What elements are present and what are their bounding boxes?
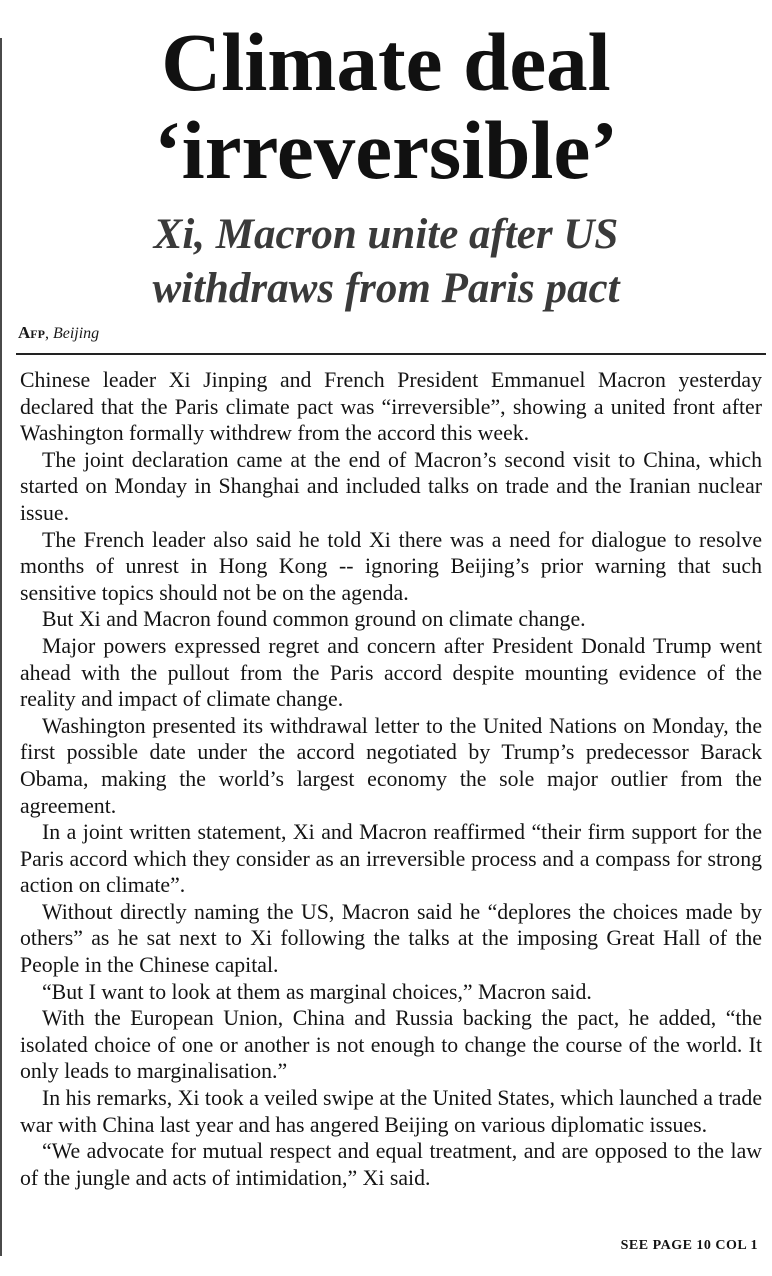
continued-jump-line: SEE PAGE 10 COL 1 bbox=[620, 1238, 758, 1253]
subhead-line-1: Xi, Macron unite after US bbox=[153, 211, 619, 258]
headline-line-1: Climate deal bbox=[161, 16, 611, 108]
byline-location: Beijing bbox=[52, 325, 100, 342]
paragraph: With the European Union, China and Russia backing the pact, he added, “the isolated choice of one or another is not enough to change the course of the world. It only leads to marginalisation.” bbox=[20, 1006, 762, 1084]
paragraph: Without directly naming the US, Macron said he “deplores the choices made by others” as he sat next to Xi following the talks at the imposing Great Hall of the People in the Chinese capital. bbox=[20, 899, 762, 978]
byline-agency: Afp bbox=[18, 323, 45, 342]
paragraph: Major powers expressed regret and concern after President Donald Trump went ahead with the pullout from the Paris accord despite mounting evidence of the reality and impact of climate change. bbox=[20, 633, 762, 712]
article-body bbox=[20, 367, 762, 1191]
headline-line-2: ‘irreversible’ bbox=[154, 104, 618, 196]
paragraph: But Xi and Macron found common ground on climate change. bbox=[42, 607, 586, 632]
paragraph: Chinese leader Xi Jinping and French President Emmanuel Macron yesterday declared that the Paris climate pact was “irreversible”, showing a united front after Washington formally withdrew from the accord this week. bbox=[20, 368, 762, 446]
paragraph: The French leader also said he told Xi there was a need for dialogue to resolve months of unrest in Hong Kong -- ignoring Beijing’s prior warning that such sensitive topics should not be on the agenda. bbox=[20, 527, 762, 605]
subhead-line-2: withdraws from Paris pact bbox=[152, 265, 620, 312]
subheadline bbox=[0, 208, 772, 316]
paragraph: The joint declaration came at the end of Macron’s second visit to China, which started on Monday in Shanghai and included talks on trade and the Iranian nuclear issue. bbox=[20, 447, 762, 525]
paragraph: Washington presented its withdrawal letter to the United Nations on Monday, the first possible date under the accord negotiated by Trump’s predecessor Barack Obama, making the world’s largest economy the sole major outlier from the agreement. bbox=[20, 713, 762, 818]
headline bbox=[0, 18, 772, 194]
byline-divider bbox=[16, 353, 766, 355]
paragraph: In his remarks, Xi took a veiled swipe at the United States, which launched a trade war with China last year and has angered Beijing on various diplomatic issues. bbox=[20, 1086, 762, 1137]
paragraph: “But I want to look at them as marginal choices,” Macron said. bbox=[42, 979, 592, 1004]
byline bbox=[18, 323, 99, 343]
paragraph: “We advocate for mutual respect and equal treatment, and are opposed to the law of the jungle and acts of intimidation,” Xi said. bbox=[20, 1139, 762, 1190]
byline-separator: , bbox=[44, 325, 53, 342]
paragraph: In a joint written statement, Xi and Macron reaffirmed “their firm support for the Paris accord which they consider as an irreversible process and a compass for strong action on climate”. bbox=[20, 820, 762, 898]
